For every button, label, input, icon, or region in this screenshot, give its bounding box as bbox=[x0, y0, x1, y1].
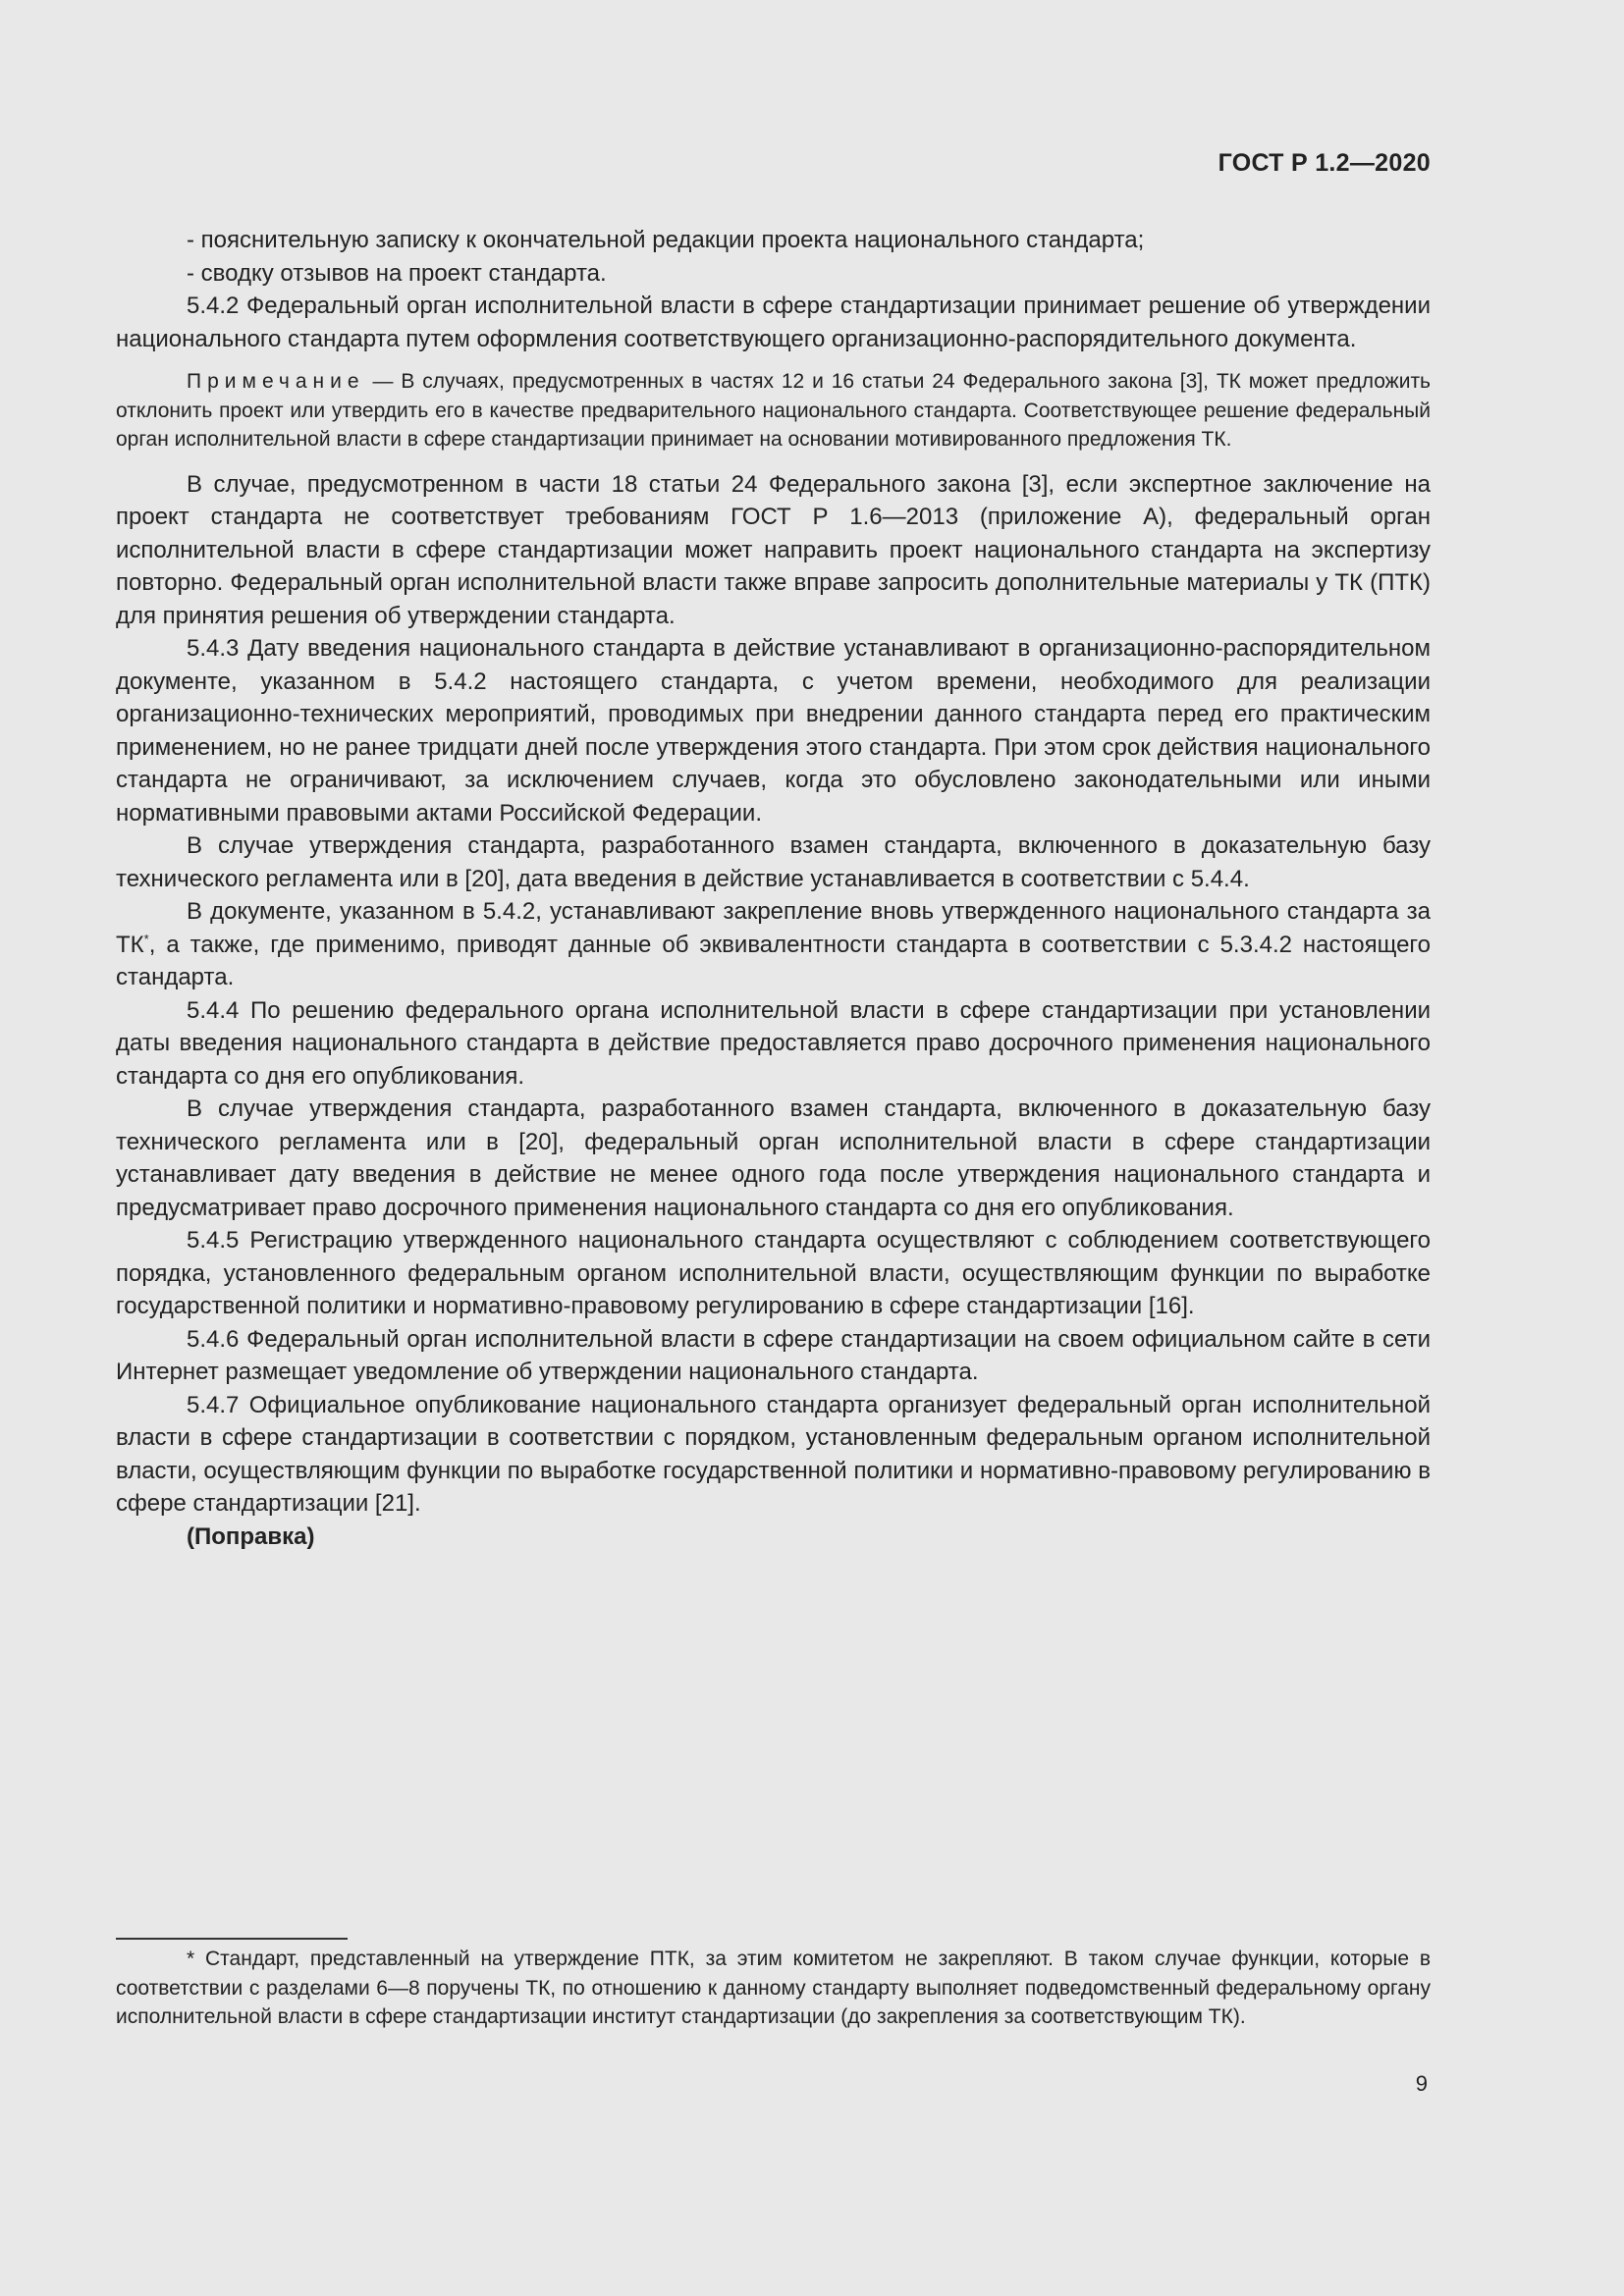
footnote-divider bbox=[116, 1938, 348, 1940]
note bbox=[116, 367, 1431, 454]
note-text: — В случаях, предусмотренных в частях 12 и 16 статьи 24 Федерального закона [3], ТК может предложить отклонить проект или утвердить его в качестве предварительного национального стандарта. Соответствующее решение федеральный орган исполнительной власти в сфере стандартизации принимает на основании мотивированного предложения ТК. bbox=[116, 370, 1431, 451]
clause-5-4-7: 5.4.7 Официальное опубликование национального стандарта организует федеральный орган исполнительной власти в сфере стандартизации в соответствии с порядком, установленным федеральным органом исполнительной власти, осуществляющим функции по выработке государственной политики и нормативно-правовому регулированию в сфере стандартизации [21]. bbox=[116, 1391, 1431, 1517]
clause-5-4-3: 5.4.3 Дату введения национального стандарта в действие устанавливают в организационно-распорядительном документе, указанном в 5.4.2 настоящего стандарта, с учетом времени, необходимого для реализации организационно-технических мероприятий, проводимых при внедрении данного стандарта перед его практическим применением, но не ранее тридцати дней после утверждения этого стандарта. При этом срок действия национального стандарта не ограничивают, за исключением случаев, когда это обусловлено законодательными или иными нормативными правовыми актами Российской Федерации. bbox=[116, 635, 1431, 827]
note-label: Примечание bbox=[187, 370, 365, 393]
paragraph-text: В документе, указанном в 5.4.2, устанавливают закрепление вновь утвержденного национального стандарта за ТК bbox=[116, 898, 1431, 958]
footnote: * Стандарт, представленный на утверждение ПТК, за этим комитетом не закрепляют. В таком случае функции, которые в соответствии с разделами 6—8 поручены ТК, по отношению к данному стандарту выполняет подведомственный федеральному органу исполнительной власти в сфере стандартизации институт стандартизации (до закрепления за соответствующим ТК). bbox=[116, 1948, 1431, 2028]
paragraph-document-assignment bbox=[116, 895, 1431, 994]
footnote-marker[interactable]: * bbox=[143, 931, 149, 946]
paragraph-replacement-case: В случае утверждения стандарта, разработанного взамен стандарта, включенного в доказательную базу технического регламента или в [20], дата введения в действие устанавливается в соответствии с 5.4.4. bbox=[116, 832, 1431, 892]
main-text bbox=[116, 224, 1431, 1553]
clause-5-4-4: 5.4.4 По решению федерального органа исполнительной власти в сфере стандартизации при установлении даты введения национального стандарта в действие предоставляется право досрочного применения национального стандарта со дня его опубликования. bbox=[116, 996, 1431, 1090]
clause-5-4-6: 5.4.6 Федеральный орган исполнительной власти в сфере стандартизации на своем официальном сайте в сети Интернет размещает уведомление об утверждении национального стандарта. bbox=[116, 1325, 1431, 1385]
page-number: 9 bbox=[1415, 2071, 1428, 2096]
clause-5-4-5: 5.4.5 Регистрацию утвержденного национального стандарта осуществляют с соблюдением соответствующего порядка, установленного федеральным органом исполнительной власти, осуществляющим функции по выработке государственной политики и нормативно-правовому регулированию в сфере стандартизации [16]. bbox=[116, 1227, 1431, 1319]
paragraph-text: , а также, где применимо, приводят данные об эквивалентности стандарта в соответствии с 5.3.4.2 настоящего стандарта. bbox=[116, 931, 1431, 990]
clause-5-4-2: 5.4.2 Федеральный орган исполнительной власти в сфере стандартизации принимает решение об утверждении национального стандарта путем оформления соответствующего организационно-распорядительного документа. bbox=[116, 293, 1431, 352]
list-item: - пояснительную записку к окончательной редакции проекта национального стандарта; bbox=[187, 227, 1145, 253]
paragraph-replacement-case-2: В случае утверждения стандарта, разработанного взамен стандарта, включенного в доказательную базу технического регламента или в [20], федеральный орган исполнительной власти в сфере стандартизации устанавливает дату введения в действие не менее одного года после утверждения национального стандарта и предусматривает право досрочного применения национального стандарта со дня его опубликования. bbox=[116, 1095, 1431, 1221]
list-item: - сводку отзывов на проект стандарта. bbox=[187, 259, 607, 287]
amendment-label: (Поправка) bbox=[187, 1522, 315, 1550]
paragraph-case-18: В случае, предусмотренном в части 18 статьи 24 Федерального закона [3], если экспертное заключение на проект стандарта не соответствует требованиям ГОСТ Р 1.6—2013 (приложение А), федеральный орган исполнительной власти в сфере стандартизации может направить проект национального стандарта на экспертизу повторно. Федеральный орган исполнительной власти также вправе запросить дополнительные материалы у ТК (ПТК) для принятия решения об утверждении стандарта. bbox=[116, 470, 1431, 629]
document-code-header: ГОСТ Р 1.2—2020 bbox=[1218, 149, 1431, 177]
